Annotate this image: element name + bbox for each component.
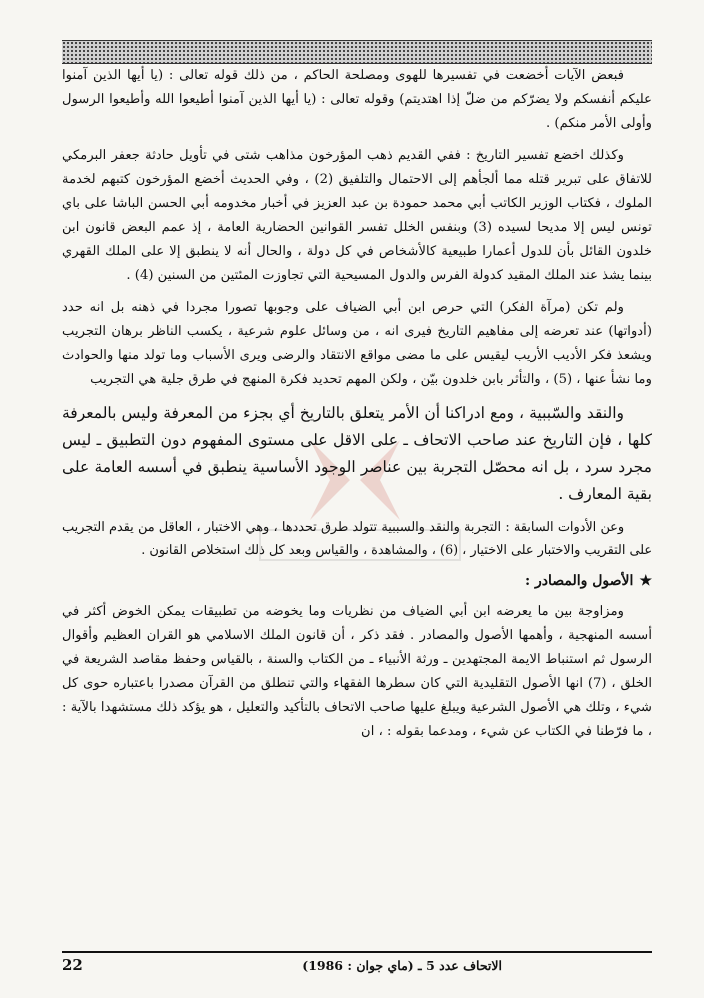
paragraph-sources: ومزاوجة بين ما يعرضه ابن أبي الضياف من نظريات وما يخوضه من تطبيقات يمكن الخوض أكثر في أسسه المنهجية ، وأهمها الأصول والمصادر . فقد ذكر ، أن قانون الملك الاسلامي هو القران العظيم وأقوال الرسول ثم استنباط الايمة المجتهدين ـ ورثة الأنبياء ـ من الكتاب والسنة ، بالقياس وحفظ مقاصد الشريعة في الخلق ، (7) انها الأصول التقليدية التي كان سطرها الفقهاء والتي تنطلق من القرآن مصدرا باعتباره حوى كل شيء ، وتلك هي الأصول الشرعية ويبلغ عليها صاحب الاتحاف بالتأكيد والتعليل ، هو يؤكد ذلك مستشهدا بالآية : ، ما فرّطنا في الكتاب عن شيء ، ومدعما بقوله : ، ان [62,604,652,739]
section-heading-text: الأصول والمصادر : [524,573,634,589]
footer-rule [62,951,652,953]
paragraph-verses: فبعض الآيات أخضعت في تفسيرها للهوى ومصلحة الحاكم ، من ذلك قوله تعالى : (يا أيها الذين آمنوا عليكم أنفسكم ولا يضرّكم من ضلّ إذا اهتديتم) وقوله تعالى : (يا أيها الذين آمنوا أطيعوا الله وأطيعوا الرسول وأولى الأمر منكم) . [62,68,652,131]
article-body [62,64,652,934]
star-icon: ★ [639,573,652,589]
header-dotted-band [62,40,652,64]
footer-journal-info: الاتحاف عدد 5 ـ (ماي جوان : 1986) [302,958,502,973]
paragraph-criticism-causality: والنقد والسّببية ، ومع ادراكنا أن الأمر يتعلق بالتاريخ أي بجزء من المعرفة وليس بالمعرفة كلها ، فإن التاريخ عند صاحب الاتحاف ـ على الاقل على مستوى المفهوم دون التطبيق ـ ليس مجرد سرد ، بل انه محصّل التجربة بين عناصر الوجود الأساسية ينطبق في أسسه العامة على بقية المعارف . [62,404,652,503]
page-number: 22 [62,956,83,974]
page-footer [62,956,652,980]
paragraph-tools: وعن الأدوات السابقة : التجربة والنقد والسببية تتولد طرق تحددها ، وهي الاختبار ، العاقل من يقدم التجريب على التقريب والاختبار على الاختيار ، (6) ، والمشاهدة ، والقياس وبعد كل ذلك استخلاص القانون . [62,520,652,558]
paragraph-mirror-of-thought: ولم تكن (مرآة الفكر) التي حرص ابن أبي الضياف على وجوبها تصورا مجردا في ذهنه بل انه حدد (أدواتها) عند تعرضه إلى مفاهيم التاريخ فيرى انه ، من وسائل علوم شرعية ، يكسب الناظر برهان التجريب ويشعذ فكر الأديب الأريب ليقيس على ما مضى مواقع الانتقاد والرضى ويرى الأسباب وما تولد منها والحوادث وما نشأ عنها ، (5) ، والتأثر بابن خلدون بيّن ، ولكن المهم تحديد فكرة المنهج في طرق جلية هي التجريب [62,300,652,387]
paragraph-history-interpretation: وكذلك اخضع تفسير التاريخ : ففي القديم ذهب المؤرخون مذاهب شتى في تأويل حادثة جعفر البرمكي للاتفاق على تبرير قتله مما ألجأهم إلى الاحتمال والتلفيق (2) ، وفي الحديث أخضع المؤرخون كتبهم لخدمة الملوك ، فكتاب الوزير الكاتب أبي محمد حمودة بن عبد العزيز في أخبار مخدومه أبي الحسن الباشا على باي تونس ليس إلا مديحا لسيده (3) وبنفس الخلل تفسر القوانين الحضارية العامة ، إذ عمم البعض قانون ابن خلدون القائل بأن للدول أعمارا طبيعية كالأشخاص في كل دولة ، والحال أنه لا ينطبق إلا على الملك القهري بينما يشذ عند الملك المقيد كدولة الفرس والدول المسيحية التي تجاوزت المئتين من السنين (4) . [62,148,653,283]
section-heading [62,570,652,592]
